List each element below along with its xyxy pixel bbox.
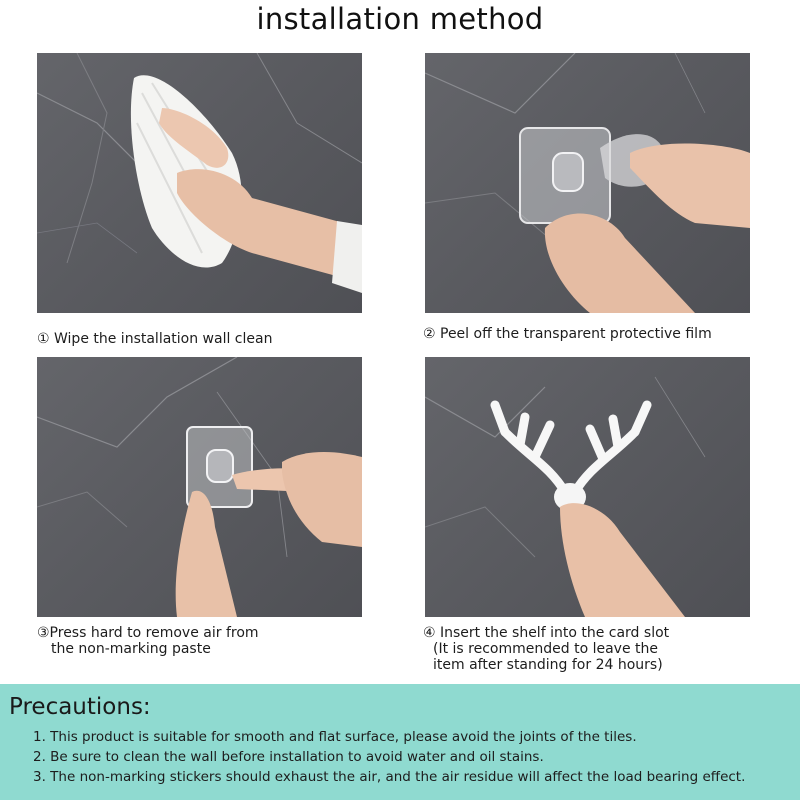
step1-photo [37,53,362,313]
precaution-item: 3. The non-marking stickers should exhaust the air, and the air residue will affect the load bearing effect. [33,769,746,785]
step4-caption [423,625,669,673]
precautions-title: Precautions: [9,694,151,720]
page-title: installation method [256,2,544,36]
step4-caption-line1: ④ Insert the shelf into the card slot [423,625,670,641]
step3-caption-line1: ③Press hard to remove air from [37,625,259,641]
press-hook-photo-icon [37,357,362,617]
step3-caption [37,625,259,657]
step2-photo [425,53,750,313]
peel-film-photo-icon [425,53,750,313]
step4-photo [425,357,750,617]
step3-caption-line2: the non-marking paste [51,641,211,657]
step4-caption-line2: (It is recommended to leave the [433,641,658,657]
antler-hook-photo-icon [425,357,750,617]
step1-caption: ① Wipe the installation wall clean [37,331,273,347]
step3-photo [37,357,362,617]
towel-wipe-photo-icon [37,53,362,313]
step4-caption-line3: item after standing for 24 hours) [433,657,663,673]
precautions-list [33,727,745,787]
precaution-item: 1. This product is suitable for smooth and flat surface, please avoid the joints of the tiles. [33,729,637,745]
precautions-panel [0,684,800,800]
step2-caption: ② Peel off the transparent protective film [423,326,712,342]
precaution-item: 2. Be sure to clean the wall before installation to avoid water and oil stains. [33,749,544,765]
